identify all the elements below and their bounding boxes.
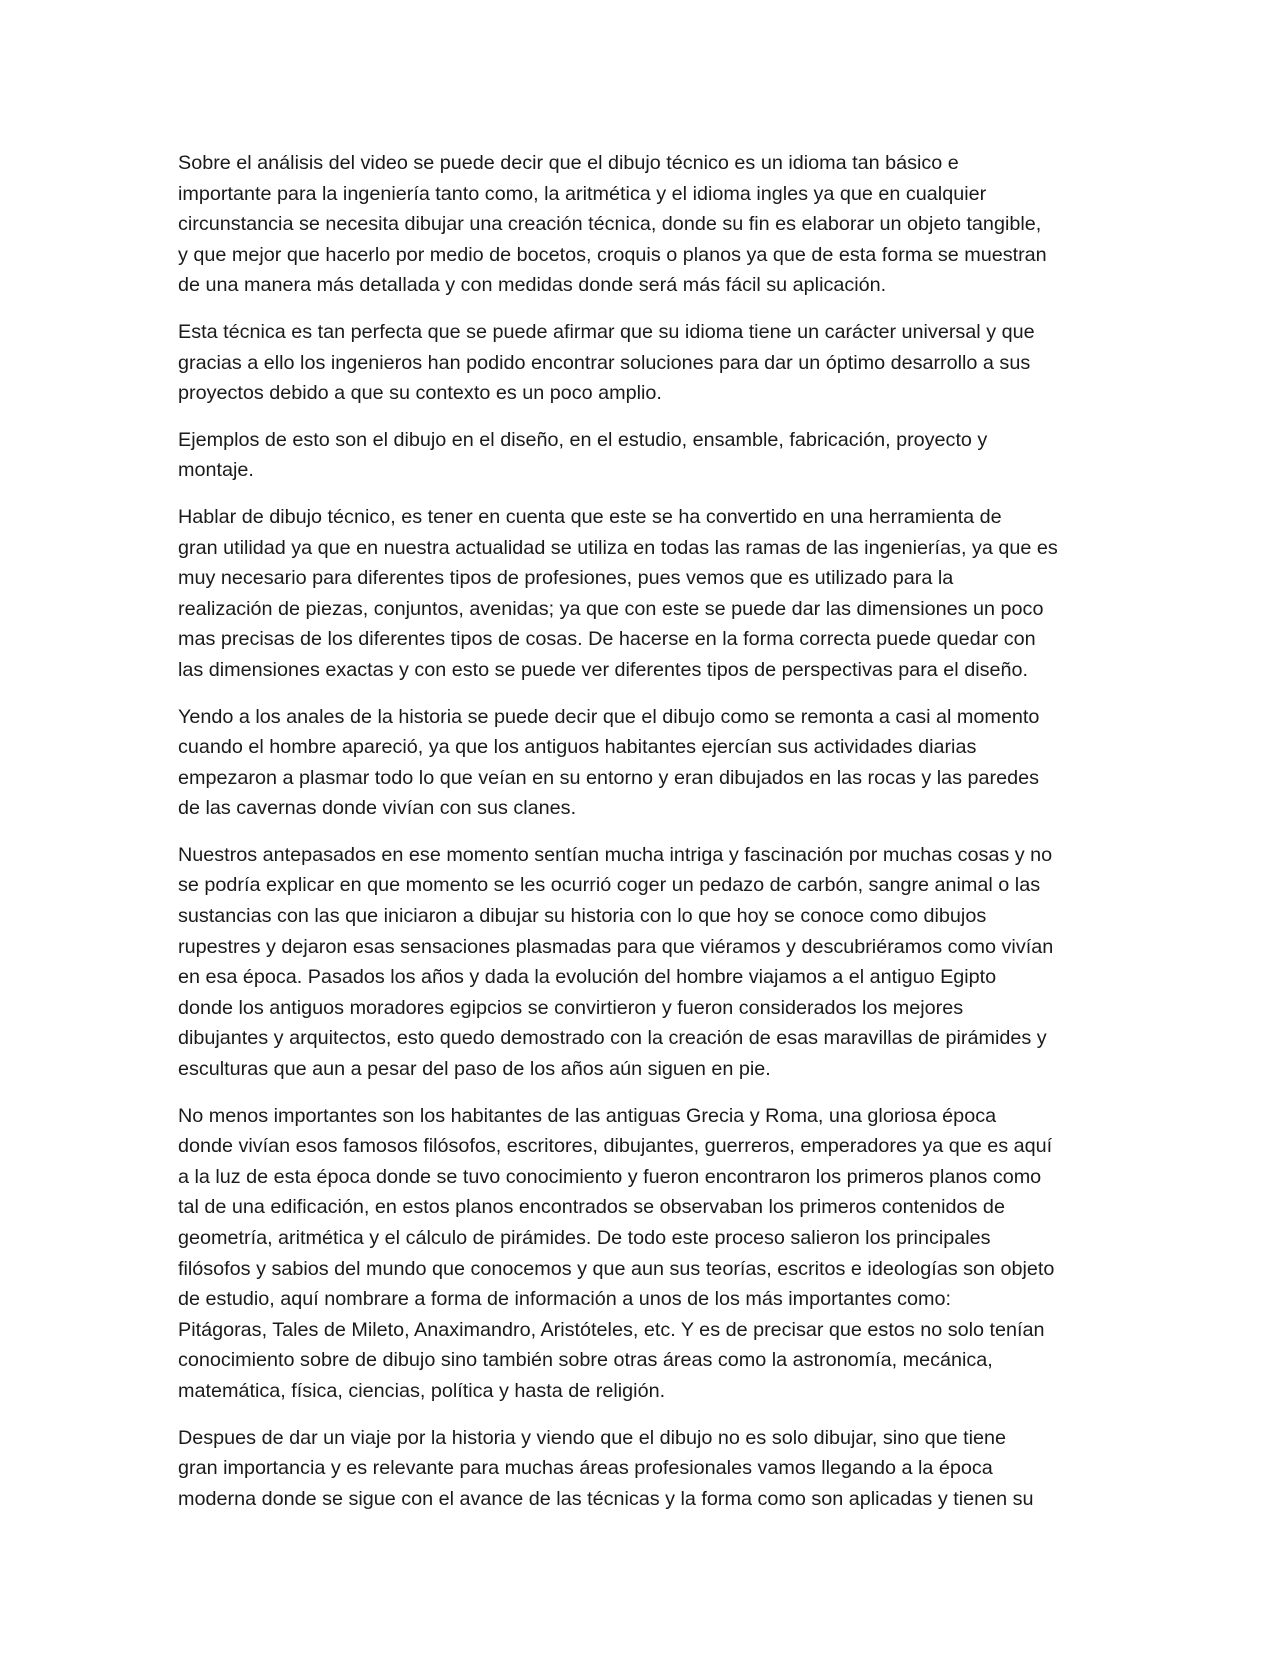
text-line: a la luz de esta época donde se tuvo conocimiento y fueron encontraron los primeros planos como <box>178 1165 1042 1188</box>
text-line: sustancias con las que iniciaron a dibujar su historia con lo que hoy se conoce como dibujos <box>178 905 987 928</box>
paragraph-8 <box>178 1423 1114 1515</box>
text-line: gran utilidad ya que en nuestra actualidad se utiliza en todas las ramas de las ingenierías, ya que es <box>178 536 1058 559</box>
text-line: se podría explicar en que momento se les ocurrió coger un pedazo de carbón, sangre animal o las <box>178 874 1041 897</box>
text-line: circunstancia se necesita dibujar una creación técnica, donde su fin es elaborar un objeto tangible, <box>178 213 1042 236</box>
text-line: geometría, aritmética y el cálculo de pirámides. De todo este proceso salieron los principales <box>178 1227 991 1249</box>
paragraph-4 <box>178 502 1114 686</box>
text-line: No menos importantes son los habitantes de las antiguas Grecia y Roma, una gloriosa época <box>178 1104 997 1127</box>
paragraph-6 <box>178 840 1114 1085</box>
text-line: las dimensiones exactas y con esto se puede ver diferentes tipos de perspectivas para el diseño. <box>178 658 1028 681</box>
text-line: Ejemplos de esto son el dibujo en el diseño, en el estudio, ensamble, fabricación, proyecto y <box>178 428 988 451</box>
text-line: de una manera más detallada y con medidas donde será más fácil su aplicación. <box>178 274 887 297</box>
text-line: filósofos y sabios del mundo que conocemos y que aun sus teorías, escritos e ideologías son objeto <box>178 1257 1055 1280</box>
text-line: realización de piezas, conjuntos, avenidas; ya que con este se puede dar las dimensiones un poco <box>178 597 1044 620</box>
text-line: esculturas que aun a pesar del paso de los años aún siguen en pie. <box>178 1058 771 1081</box>
text-line: matemática, física, ciencias, política y hasta de religión. <box>178 1379 666 1402</box>
text-line: mas precisas de los diferentes tipos de cosas. De hacerse en la forma correcta puede quedar con <box>178 628 1036 651</box>
text-line: gracias a ello los ingenieros han podido encontrar soluciones para dar un óptimo desarrollo a sus <box>178 351 1031 374</box>
text-line: conocimiento sobre de dibujo sino también sobre otras áreas como la astronomía, mecánica, <box>178 1349 993 1372</box>
paragraph-2 <box>178 317 1114 409</box>
text-line: de las cavernas donde vivían con sus clanes. <box>178 797 577 820</box>
text-line: Sobre el análisis del video se puede decir que el dibujo técnico es un idioma tan básico e <box>178 152 959 174</box>
text-line: proyectos debido a que su contexto es un poco amplio. <box>178 382 662 405</box>
text-line: donde los antiguos moradores egipcios se convirtieron y fueron considerados los mejores <box>178 996 964 1019</box>
text-line: montaje. <box>178 459 254 482</box>
text-line: y que mejor que hacerlo por medio de bocetos, croquis o planos ya que de esta forma se muestran <box>178 243 1047 266</box>
text-line: tal de una edificación, en estos planos encontrados se observaban los primeros contenidos de <box>178 1196 1005 1219</box>
text-line: gran importancia y es relevante para muchas áreas profesionales vamos llegando a la época <box>178 1457 993 1480</box>
text-line: muy necesario para diferentes tipos de profesiones, pues vemos que es utilizado para la <box>178 567 954 590</box>
text-line: de estudio, aquí nombrare a forma de información a unos de los más importantes como: <box>178 1288 951 1311</box>
text-line: cuando el hombre apareció, ya que los antiguos habitantes ejercían sus actividades diarias <box>178 736 977 759</box>
document-body <box>178 148 1114 1530</box>
text-line: Yendo a los anales de la historia se puede decir que el dibujo como se remonta a casi al momento <box>178 705 1040 728</box>
paragraph-1 <box>178 148 1114 301</box>
text-line: Esta técnica es tan perfecta que se puede afirmar que su idioma tiene un carácter universal y que <box>178 320 1035 343</box>
text-line: moderna donde se sigue con el avance de las técnicas y la forma como son aplicadas y tienen su <box>178 1487 1034 1510</box>
text-line: rupestres y dejaron esas sensaciones plasmadas para que viéramos y descubriéramos como vivían <box>178 935 1054 958</box>
paragraph-5 <box>178 702 1114 824</box>
text-line: empezaron a plasmar todo lo que veían en su entorno y eran dibujados en las rocas y las paredes <box>178 766 1040 789</box>
paragraph-3 <box>178 425 1114 486</box>
text-line: dibujantes y arquitectos, esto quedo demostrado con la creación de esas maravillas de pirámides y <box>178 1027 1047 1050</box>
text-line: Despues de dar un viaje por la historia y viendo que el dibujo no es solo dibujar, sino que tiene <box>178 1426 1007 1449</box>
text-line: Hablar de dibujo técnico, es tener en cuenta que este se ha convertido en una herramienta de <box>178 505 1002 528</box>
text-line: Pitágoras, Tales de Mileto, Anaximandro, Aristóteles, etc. Y es de precisar que estos no solo tenían <box>178 1318 1045 1341</box>
text-line: importante para la ingeniería tanto como, la aritmética y el idioma ingles ya que en cualquier <box>178 182 987 205</box>
text-line: donde vivían esos famosos filósofos, escritores, dibujantes, guerreros, emperadores ya que es aquí <box>178 1135 1053 1158</box>
text-line: Nuestros antepasados en ese momento sentían mucha intriga y fascinación por muchas cosas y no <box>178 843 1053 866</box>
paragraph-7 <box>178 1101 1114 1407</box>
text-line: en esa época. Pasados los años y dada la evolución del hombre viajamos a el antiguo Egipto <box>178 966 997 989</box>
